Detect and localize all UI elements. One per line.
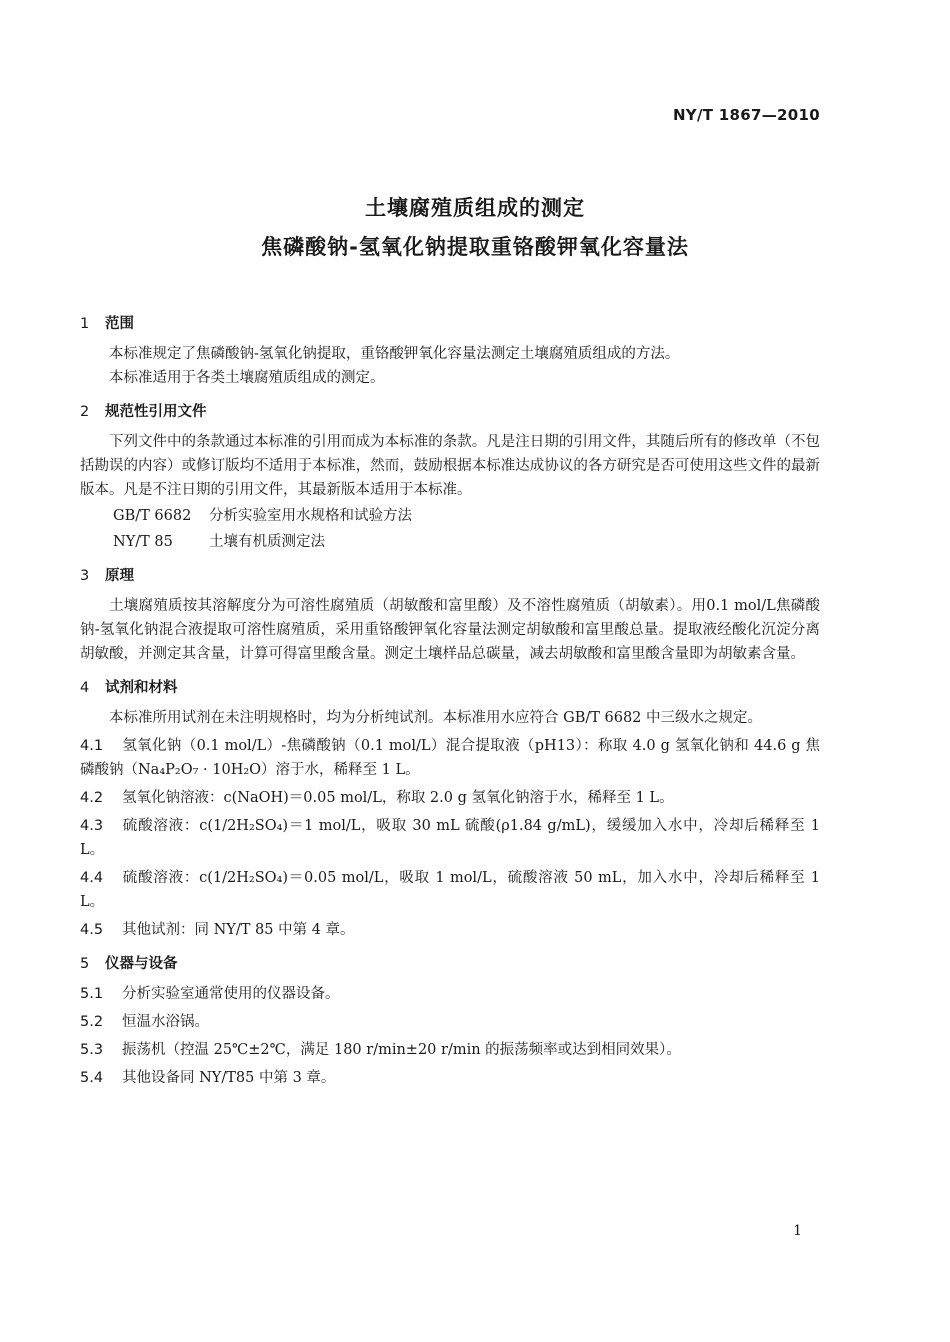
section-number: 3 — [80, 568, 90, 584]
paragraph: 土壤腐殖质按其溶解度分为可溶性腐殖质（胡敏酸和富里酸）及不溶性腐殖质（胡敏素）。用0.1 mol/L焦磷酸钠-氢氧化钠混合液提取可溶性腐殖质，采用重铬酸钾氧化容量法测定胡敏酸和富里酸总量。提取液经酸化沉淀分离胡敏酸，并测定其含量，计算可得富里酸含量。测定土壤样品总碳量，减去胡敏酸和富里酸含量即为胡敏素含量。 — [80, 598, 820, 662]
section-heading-apparatus — [80, 952, 820, 976]
section-number: 1 — [80, 316, 90, 332]
clause-text: 氢氧化钠（0.1 mol/L）-焦磷酸钠（0.1 mol/L）混合提取液（pH13）：称取 4.0 g 氢氧化钠和 44.6 g 焦磷酸钠（Na₄P₂O₇ · 10H₂O）溶于水，稀释至 1 L。 — [80, 738, 820, 778]
clause-item — [80, 734, 820, 782]
paragraph: 本标准规定了焦磷酸钠-氢氧化钠提取，重铬酸钾氧化容量法测定土壤腐殖质组成的方法。 — [109, 346, 680, 362]
clause-text: 恒温水浴锅。 — [122, 1014, 209, 1030]
paragraph: 本标准适用于各类土壤腐殖质组成的测定。 — [109, 370, 385, 386]
paragraph: 下列文件中的条款通过本标准的引用而成为本标准的条款。凡是注日期的引用文件，其随后所有的修改单（不包括勘误的内容）或修订版均不适用于本标准，然而，鼓励根据本标准达成协议的各方研究是否可使用这些文件的最新版本。凡是不注日期的引用文件，其最新版本适用于本标准。 — [80, 434, 820, 498]
clause-item — [80, 866, 820, 914]
reference-title: 土壤有机质测定法 — [209, 534, 325, 550]
section-heading-scope — [80, 312, 820, 336]
reference-code: NY/T 85 — [113, 534, 173, 550]
clause-item — [80, 1010, 820, 1034]
section-title: 仪器与设备 — [105, 956, 178, 972]
section-heading-principle — [80, 564, 820, 588]
clause-item — [80, 814, 820, 862]
reference-item — [113, 530, 820, 554]
clause-text: 分析实验室通常使用的仪器设备。 — [122, 986, 340, 1002]
section-title: 试剂和材料 — [105, 680, 178, 696]
section-heading-normative-references — [80, 400, 820, 424]
section-number: 5 — [80, 956, 90, 972]
clause-number: 5.2 — [80, 1014, 104, 1030]
reference-item — [113, 504, 820, 528]
clause-number: 4.2 — [80, 790, 104, 806]
page-number: 1 — [793, 1223, 802, 1239]
document-title-line2: 焦磷酸钠-氢氧化钠提取重铬酸钾氧化容量法 — [261, 235, 689, 259]
reference-code: GB/T 6682 — [113, 508, 192, 524]
document-title-line1: 土壤腐殖质组成的测定 — [365, 196, 585, 220]
clause-text: 振荡机（控温 25℃±2℃，满足 180 r/min±20 r/min 的振荡频率或达到相同效果）。 — [122, 1042, 681, 1058]
clause-number: 4.4 — [80, 870, 104, 886]
section-title: 范围 — [105, 316, 134, 332]
section-number: 4 — [80, 680, 90, 696]
reference-title: 分析实验室用水规格和试验方法 — [209, 508, 412, 524]
section-title: 规范性引用文件 — [105, 404, 207, 420]
paragraph: 本标准所用试剂在未注明规格时，均为分析纯试剂。本标准用水应符合 GB/T 6682 中三级水之规定。 — [109, 710, 763, 726]
clause-number: 5.1 — [80, 986, 104, 1002]
clause-text: 其他设备同 NY/T85 中第 3 章。 — [122, 1070, 336, 1086]
section-heading-reagents — [80, 676, 820, 700]
clause-number: 4.3 — [80, 818, 104, 834]
section-title: 原理 — [105, 568, 134, 584]
clause-text: 其他试剂：同 NY/T 85 中第 4 章。 — [122, 922, 355, 938]
clause-number: 4.1 — [80, 738, 104, 754]
clause-number: 5.3 — [80, 1042, 104, 1058]
section-number: 2 — [80, 404, 90, 420]
clause-number: 4.5 — [80, 922, 104, 938]
clause-item — [80, 982, 820, 1006]
document-body — [80, 312, 820, 1090]
clause-text: 氢氧化钠溶液：c(NaOH)＝0.05 mol/L，称取 2.0 g 氢氧化钠溶于水，稀释至 1 L。 — [122, 790, 674, 806]
clause-number: 5.4 — [80, 1070, 104, 1086]
clause-item — [80, 918, 820, 942]
standard-code: NY/T 1867—2010 — [672, 106, 820, 124]
clause-item — [80, 786, 820, 810]
clause-text: 硫酸溶液：c(1/2H₂SO₄)＝1 mol/L，吸取 30 mL 硫酸(ρ1.84 g/mL)，缓缓加入水中，冷却后稀释至 1 L。 — [80, 818, 820, 858]
clause-item — [80, 1038, 820, 1062]
clause-item — [80, 1066, 820, 1090]
clause-text: 硫酸溶液：c(1/2H₂SO₄)＝0.05 mol/L，吸取 1 mol/L，硫酸溶液 50 mL，加入水中，冷却后稀释至 1 L。 — [80, 870, 820, 910]
